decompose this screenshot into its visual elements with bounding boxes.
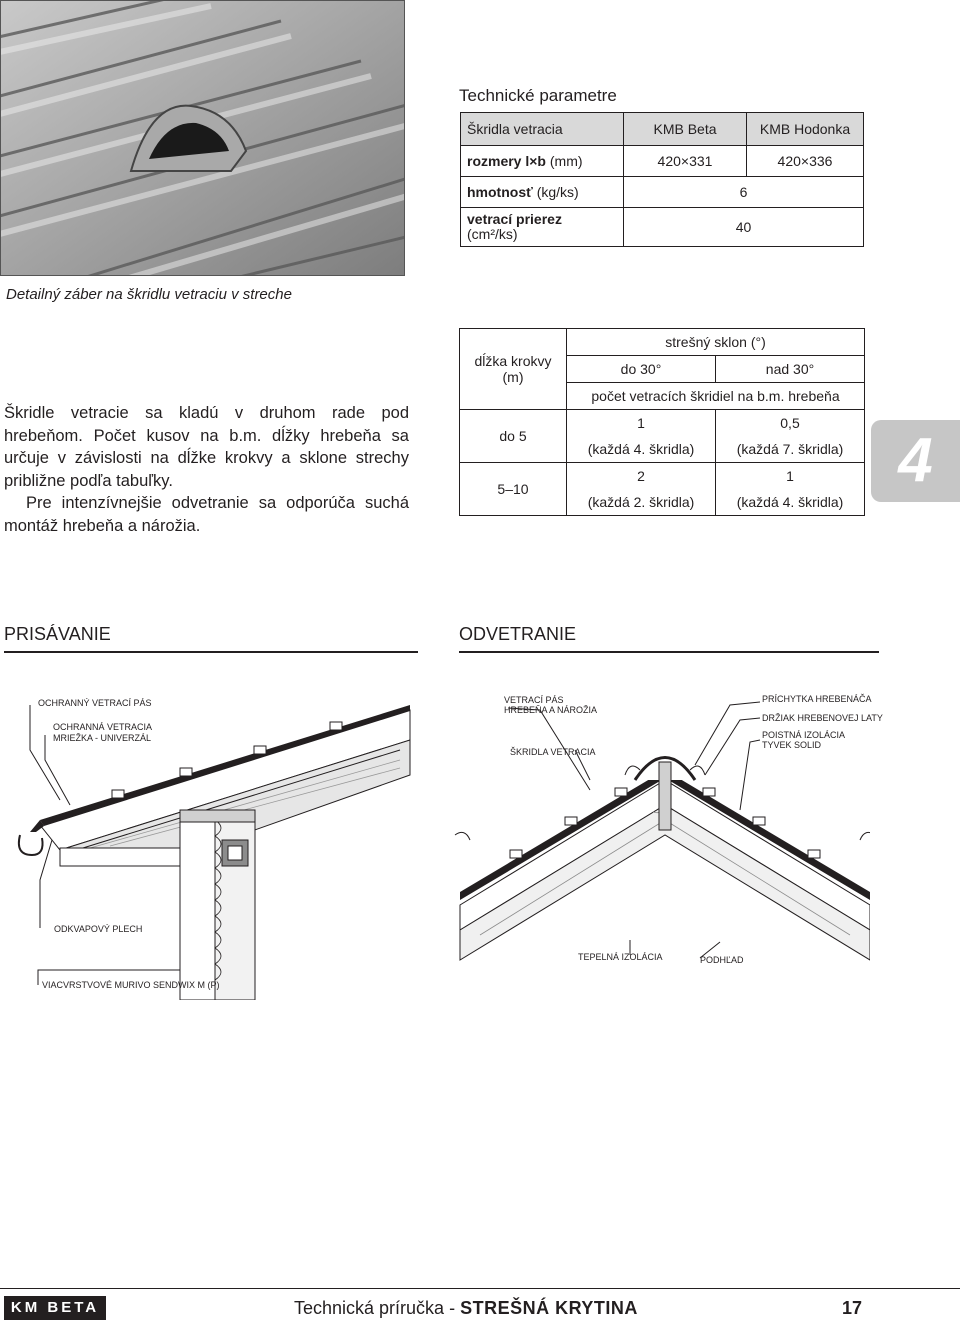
table-cell: 1 xyxy=(716,463,865,490)
row-label: hmotnosť (kg/ks) xyxy=(461,177,624,208)
intro-paragraph: Pre intenzívnejšie odvetranie sa odporúča suchá montáž hrebeňa a nárožia. xyxy=(4,494,409,535)
table-cell: (každá 7. škridla) xyxy=(716,436,865,463)
label-drip-edge: ODKVAPOVÝ PLECH xyxy=(54,924,143,934)
table-cell: 2 xyxy=(567,463,716,490)
label-ridge-vent-strip: VETRACÍ PÁS xyxy=(504,695,564,705)
ridge-diagram xyxy=(440,680,870,980)
slope-table xyxy=(459,328,865,516)
label-masonry: VIACVRSTVOVÉ MURIVO SENDWIX M (P) xyxy=(42,980,220,990)
slope-high-header: nad 30° xyxy=(716,356,865,383)
header-cell: KMB Hodonka xyxy=(747,113,864,146)
row-label: vetrací prierez (cm²/ks) xyxy=(461,208,624,247)
table-header-row xyxy=(460,329,865,356)
label-vent-tile: ŠKRIDLA VETRACIA xyxy=(510,747,596,757)
count-subheader: počet vetracích škridiel na b.m. hrebeňa xyxy=(567,383,865,410)
label-ridge-clip: PRÍCHYTKA HREBENÁČA xyxy=(762,694,872,704)
label-protective-vent-strip: OCHRANNÝ VETRACÍ PÁS xyxy=(38,698,152,708)
table-cell: 1 xyxy=(567,410,716,437)
section-title-intake: PRISÁVANIE xyxy=(4,624,418,653)
table-cell: 40 xyxy=(624,208,864,247)
label-ridge-batten-holder: DRŽIAK HREBENOVEJ LATY xyxy=(762,713,883,723)
table-row xyxy=(460,463,865,490)
table-cell: 420×331 xyxy=(624,146,747,177)
brand-logo: KM BETA xyxy=(4,1296,106,1320)
label-ceiling: PODHĽAD xyxy=(700,955,744,965)
slope-low-header: do 30° xyxy=(567,356,716,383)
footer-title: Technická príručka - STREŠNÁ KRYTINA xyxy=(294,1298,638,1318)
technical-parameters-title: Technické parametre xyxy=(459,86,617,105)
table-cell: (každá 2. škridla) xyxy=(567,489,716,516)
technical-parameters-table xyxy=(460,112,864,247)
page-number: 17 xyxy=(842,1298,863,1318)
intro-text xyxy=(4,402,409,537)
header-cell: Škridla vetracia xyxy=(461,113,624,146)
label-thermal-insulation: TEPELNÁ IZOLÁCIA xyxy=(578,952,663,962)
label-tyvek: TYVEK SOLID xyxy=(762,740,822,750)
table-row xyxy=(461,177,864,208)
label-vent-grille: OCHRANNÁ VETRACIA MRIEŽKA - UNIVERZÁL xyxy=(53,722,152,743)
table-cell: (každá 4. škridla) xyxy=(567,436,716,463)
photo-caption: Detailný záber na škridlu vetraciu v streche xyxy=(6,286,292,303)
table-cell: (každá 4. škridla) xyxy=(716,489,865,516)
label-underlay: POISTNÁ IZOLÁCIA xyxy=(762,730,846,740)
table-row xyxy=(461,208,864,247)
slope-header: strešný sklon (°) xyxy=(567,329,865,356)
table-cell: 6 xyxy=(624,177,864,208)
intro-paragraph: Škridle vetracie sa kladú v druhom rade pod hrebeňom. Počet kusov na b.m. dĺžky hrebeňa sa určuje v závislosti na dĺžke krokvy a sklone strechy približne podľa tabuľky. xyxy=(4,404,409,490)
chapter-badge: 4 xyxy=(871,420,960,502)
roof-tiles-image xyxy=(1,1,405,276)
table-cell: 0,5 xyxy=(716,410,865,437)
section-title-ventilation: ODVETRANIE xyxy=(459,624,879,653)
table-cell: 420×336 xyxy=(747,146,864,177)
table-header-row xyxy=(461,113,864,146)
rafter-header: dĺžka krokvy (m) xyxy=(460,329,567,410)
rafter-cell: do 5 xyxy=(460,410,567,463)
table-row xyxy=(461,146,864,177)
table-row xyxy=(460,410,865,437)
rafter-cell: 5–10 xyxy=(460,463,567,516)
label-ridge-and-hip: HREBEŇA A NÁROŽIA xyxy=(504,705,598,715)
header-cell: KMB Beta xyxy=(624,113,747,146)
footer-divider xyxy=(0,1288,960,1289)
row-label: rozmery l×b (mm) xyxy=(461,146,624,177)
roof-photo xyxy=(0,0,405,276)
